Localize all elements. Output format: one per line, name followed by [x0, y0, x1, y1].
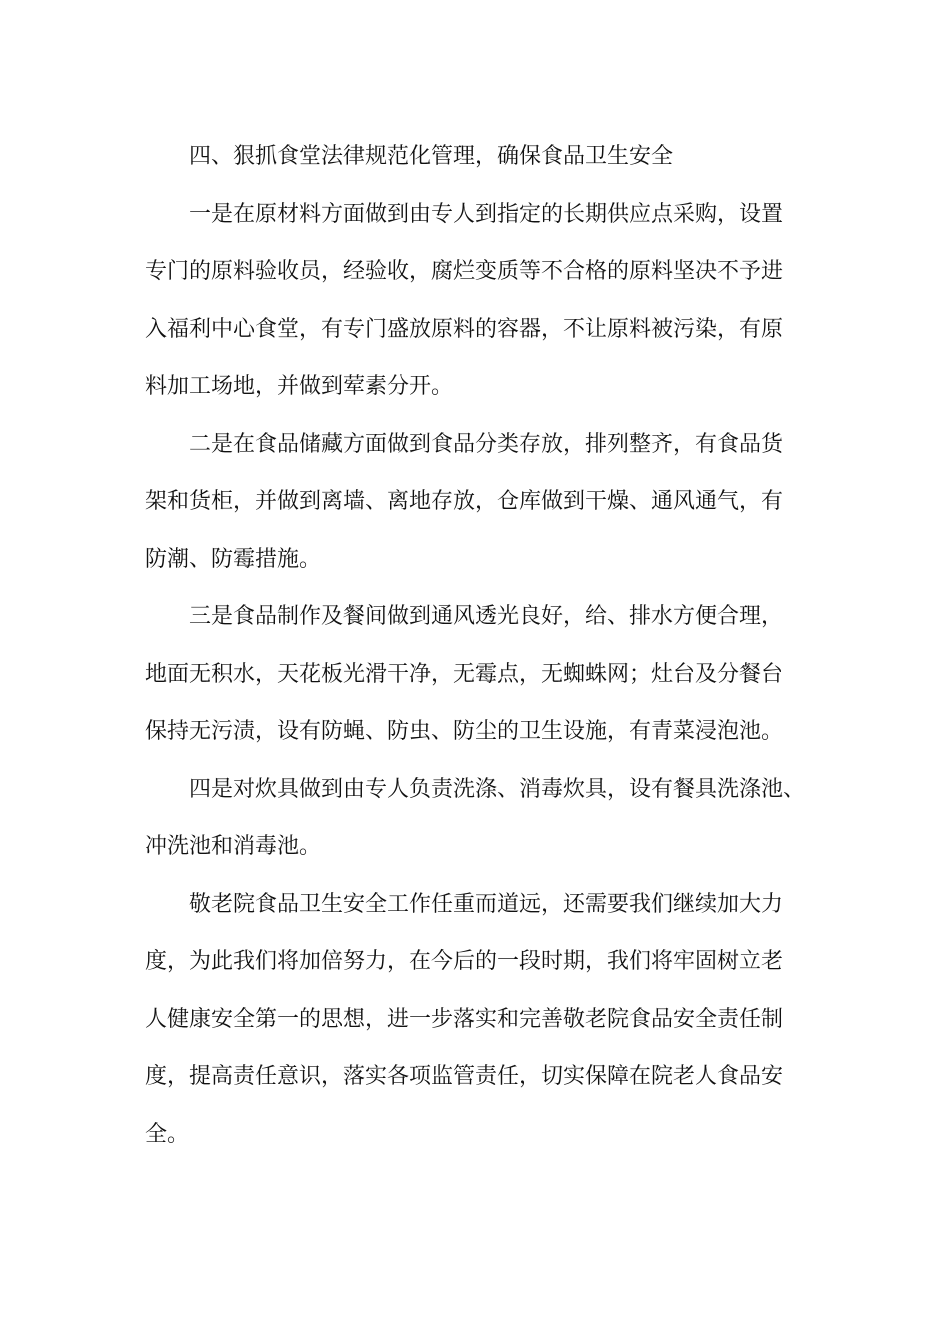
document-body [145, 128, 815, 1163]
paragraph-food-preparation [145, 588, 815, 761]
paragraph-raw-materials [145, 186, 815, 416]
paragraph-line: 入福利中心食堂，有专门盛放原料的容器，不让原料被污染，有原 [145, 316, 784, 342]
paragraph-line: 架和货柜，并做到离墙、离地存放，仓库做到干燥、通风通气，有 [145, 489, 784, 514]
paragraph-line: 冲洗池和消毒池。 [145, 834, 322, 859]
paragraph-cookware [145, 761, 815, 876]
paragraph-line: 二是在食品储藏方面做到食品分类存放，排列整齐，有食品货 [189, 431, 784, 457]
paragraph-line: 地面无积水，天花板光滑干净，无霉点，无蜘蛛网；灶台及分餐台 [145, 661, 784, 687]
paragraph-line: 度，为此我们将加倍努力，在今后的一段时期，我们将牢固树立老 [145, 949, 784, 974]
paragraph-line: 防潮、防霉措施。 [145, 546, 322, 572]
paragraph-line: 敬老院食品卫生安全工作任重而道远，还需要我们继续加大力 [189, 891, 784, 917]
paragraph-food-storage [145, 416, 815, 589]
paragraph-line: 保持无污渍，设有防蝇、防虫、防尘的卫生设施，有青菜浸泡池。 [145, 719, 784, 744]
paragraph-line: 全。 [145, 1121, 190, 1147]
paragraph-conclusion [145, 876, 815, 1164]
paragraph-line: 三是食品制作及餐间做到通风透光良好，给、排水方便合理， [189, 604, 784, 629]
paragraph-line: 四是对炊具做到由专人负责洗涤、消毒炊具，设有餐具洗涤池、 [189, 776, 806, 802]
paragraph-line: 料加工场地，并做到荤素分开。 [145, 374, 454, 399]
paragraph-line: 专门的原料验收员，经验收，腐烂变质等不合格的原料坚决不予进 [145, 259, 784, 284]
paragraph-line: 人健康安全第一的思想，进一步落实和完善敬老院食品安全责任制 [145, 1006, 784, 1032]
section-heading: 四、狠抓食堂法律规范化管理，确保食品卫生安全 [189, 144, 674, 169]
paragraph-line: 一是在原材料方面做到由专人到指定的长期供应点采购，设置 [189, 201, 784, 227]
paragraph-line: 度，提高责任意识，落实各项监管责任，切实保障在院老人食品安 [145, 1064, 784, 1089]
